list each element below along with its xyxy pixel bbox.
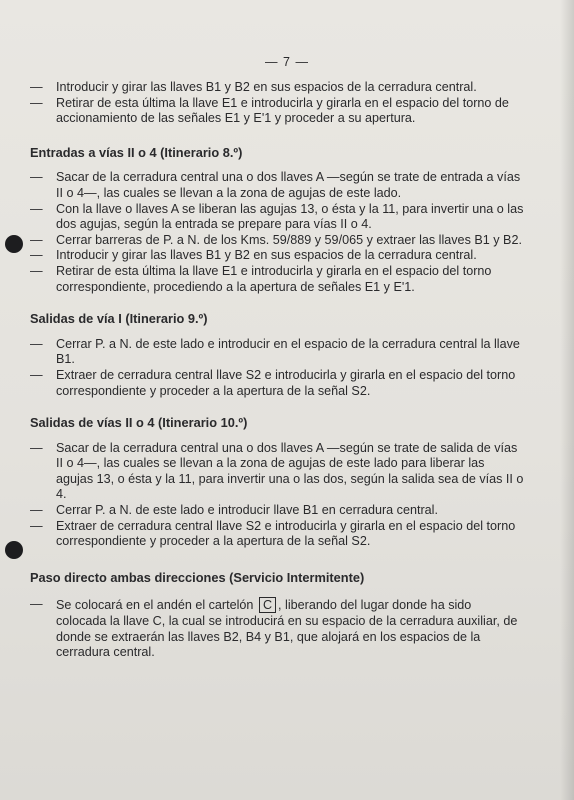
item-text: Retirar de esta última la llave E1 e introducirla y girarla en el espacio del torno de accionamiento de las señales E1 y E'1 y proceder a su apertura. <box>56 95 509 126</box>
item-text: Introducir y girar las llaves B1 y B2 en sus espacios de la cerradura central. <box>56 80 477 94</box>
list-item <box>30 368 525 399</box>
dash-bullet: — <box>30 80 43 94</box>
list-item <box>30 170 525 201</box>
section-list-salidas-via-1 <box>30 337 525 399</box>
dash-bullet: — <box>30 201 43 216</box>
document-body <box>30 80 525 661</box>
item-text: Sacar de la cerradura central una o dos llaves A —según se trate de entrada a vías II o 4—, las cuales se llevan a la zona de agujas de este lado. <box>56 170 521 200</box>
dash-bullet: — <box>30 518 43 533</box>
dash-bullet: — <box>30 170 43 185</box>
list-item <box>30 248 525 264</box>
dash-bullet: — <box>30 597 43 612</box>
item-text: Con la llave o llaves A se liberan las agujas 13, o ésta y la 11, para invertir una o las dos agujas, según la entrada se prepare para vías II o 4. <box>56 201 524 232</box>
dash-bullet: — <box>30 367 43 382</box>
list-item <box>30 80 525 96</box>
section-heading-paso-directo: Paso directo ambas direcciones (Servicio Intermitente) <box>30 569 365 585</box>
dash-bullet: — <box>30 248 43 263</box>
punch-hole-bottom <box>5 541 23 559</box>
intro-list <box>30 80 525 127</box>
section-heading-salidas-vias-2-4: Salidas de vías II o 4 (Itinerario 10.º) <box>30 415 248 431</box>
page-number: — 7 — <box>265 55 309 69</box>
item-text: Cerrar P. a N. de este lado e introducir en el espacio de la cerradura central la llave B1. <box>56 336 520 367</box>
punch-hole-top <box>5 235 23 253</box>
section-list-paso-directo <box>30 597 525 660</box>
list-item <box>30 202 525 233</box>
item-text: Extraer de cerradura central llave S2 e introducirla y girarla en el espacio del torno correspondiente y proceder a la apertura de la señal S2. <box>56 367 516 398</box>
section-heading-salidas-via-1: Salidas de vía I (Itinerario 9.º) <box>30 311 208 327</box>
item-text: Cerrar barreras de P. a N. de los Kms. 59/889 y 59/065 y extraer las llaves B1 y B2. <box>56 232 522 247</box>
item-text-after: , liberando del lugar donde ha sido colocada la llave C, la cual se introducirá en su espacio de la cerradura auxiliar, de donde se extraerán las llaves B2, B4 y B1, que alojará en los espacios de la cerradura central. <box>56 598 518 660</box>
dash-bullet: — <box>30 95 43 110</box>
dash-bullet: — <box>30 503 43 518</box>
list-item <box>30 264 525 295</box>
list-item <box>30 597 525 660</box>
section-heading-entradas: Entradas a vías II o 4 (Itinerario 8.º) <box>30 144 243 160</box>
dash-bullet: — <box>30 336 43 351</box>
boxed-sign-letter: C <box>259 597 276 613</box>
item-text: Extraer de cerradura central llave S2 e introducirla y girarla en el espacio del torno correspondiente y proceder a la apertura de la señal S2. <box>56 518 516 549</box>
dash-bullet: — <box>30 440 43 455</box>
list-item <box>30 441 525 503</box>
item-text-before: Se colocará en el andén el cartelón <box>56 598 254 613</box>
page-edge-shadow <box>560 0 574 800</box>
item-text: Cerrar P. a N. de este lado e introducir llave B1 en cerradura central. <box>56 503 438 518</box>
dash-bullet: — <box>30 263 43 278</box>
item-text: Retirar de esta última la llave E1 e introducirla y girarla en el espacio del torno correspondiente, procediendo a la apertura de señales E1 y E'1. <box>56 263 492 294</box>
dash-bullet: — <box>30 232 43 247</box>
list-item <box>30 233 525 249</box>
list-item <box>30 519 525 550</box>
list-item <box>30 503 525 519</box>
section-list-entradas <box>30 170 525 295</box>
item-text: Sacar de la cerradura central una o dos llaves A —según se trate de salida de vías II o 4—, las cuales se llevan a la zona de agujas de este lado para liberar las agujas 13, o ésta y la 11, para invertir una o las dos, según la salida sea de vías II o 4. <box>56 440 524 502</box>
list-item <box>30 337 525 368</box>
list-item <box>30 96 525 127</box>
section-list-salidas-vias-2-4 <box>30 441 525 550</box>
item-text: Introducir y girar las llaves B1 y B2 en sus espacios de la cerradura central. <box>56 248 477 263</box>
